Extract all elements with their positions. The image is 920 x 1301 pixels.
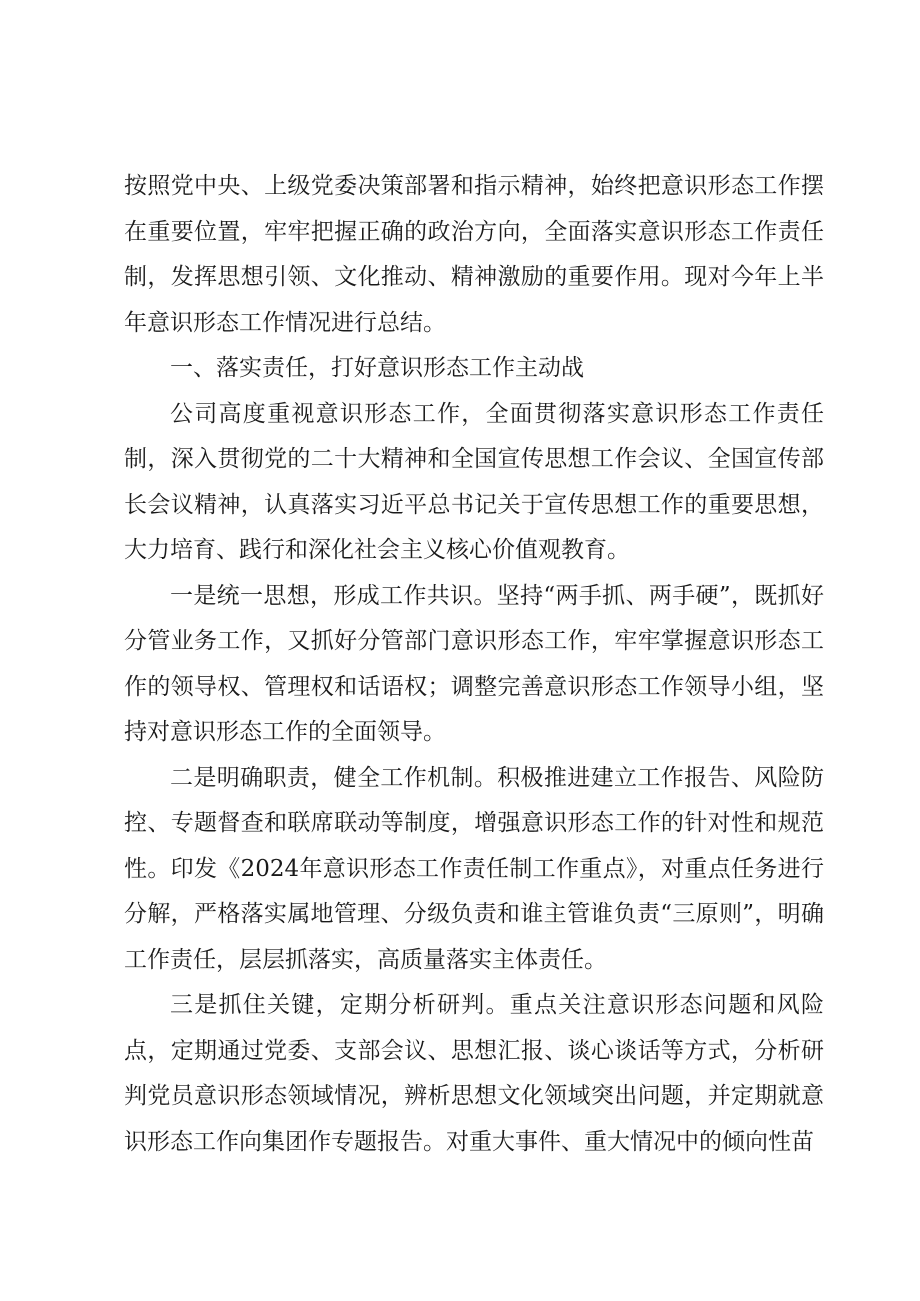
paragraph-point-three: 三是抓住关键，定期分析研判。重点关注意识形态问题和风险点，定期通过党委、支部会议、思想汇报、谈心谈话等方式，分析研判党员意识形态领域情况，辨析思想文化领域突出问题，并定期就意识形态工作向集团作专题报告。对重大事件、重大情况中的倾向性苗 [124,992,824,1155]
paragraph-point-two: 二是明确职责，健全工作机制。积极推进建立工作报告、风险防控、专题督查和联席联动等制度，增强意识形态工作的针对性和规范性。印发《2024年意识形态工作责任制工作重点》，对重点任务进行分解，严格落实属地管理、分级负责和谁主管谁负责“三原则”，明确工作责任，层层抓落实，高质量落实主体责任。 [124,764,824,973]
paragraph-intro: 按照党中央、上级党委决策部署和指示精神，始终把意识形态工作摆在重要位置，牢牢把握正确的政治方向，全面落实意识形态工作责任制，发挥思想引领、文化推动、精神激励的重要作用。现对今年上半年意识形态工作情况进行总结。 [124,173,824,336]
paragraph-overview: 公司高度重视意识形态工作，全面贯彻落实意识形态工作责任制，深入贯彻党的二十大精神和全国宣传思想工作会议、全国宣传部长会议精神，认真落实习近平总书记关于宣传思想工作的重要思想，大力培育、践行和深化社会主义核心价值观教育。 [124,400,824,563]
paragraph-point-one: 一是统一思想，形成工作共识。坚持“两手抓、两手硬”，既抓好分管业务工作，又抓好分管部门意识形态工作，牢牢掌握意识形态工作的领导权、管理权和话语权；调整完善意识形态工作领导小组，坚持对意识形态工作的全面领导。 [124,582,824,745]
document-body [124,164,824,1165]
section-heading: 一、落实责任，打好意识形态工作主动战 [170,355,584,381]
